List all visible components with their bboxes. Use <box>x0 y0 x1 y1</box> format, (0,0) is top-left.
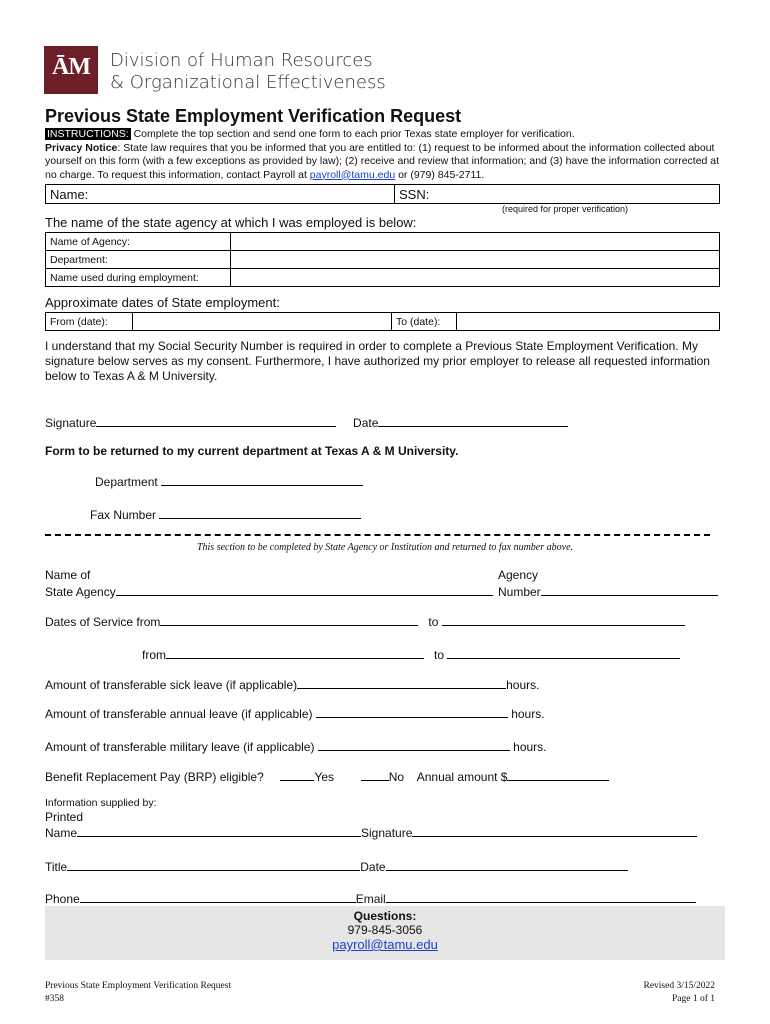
agency-table <box>45 232 720 287</box>
supplied-signature-label: Signature <box>361 826 413 840</box>
state-agency-line[interactable] <box>116 595 493 596</box>
agency-number-row <box>498 585 718 599</box>
name-used-label: Name used during employment: <box>46 269 231 287</box>
ssn-label: SSN: <box>399 186 430 202</box>
org-line-2: & Organizational Effectiveness <box>110 72 386 93</box>
brp-no-label: No <box>388 770 405 784</box>
instructions-text: Complete the top section and send one form to each prior Texas state employer for verification. <box>130 128 575 140</box>
state-agency-row <box>45 585 493 599</box>
to-label-1: to <box>428 615 439 629</box>
agency-name-label: Name of Agency: <box>46 233 231 251</box>
footer-revised: Revised 3/15/2022 <box>643 981 715 991</box>
annual-leave-row <box>45 707 545 721</box>
supplied-name-line[interactable] <box>77 836 361 837</box>
questions-phone: 979-845-3056 <box>347 923 423 937</box>
supplied-phone-label: Phone <box>45 892 80 906</box>
privacy-text: : State law requires that you be informed that you are entitled to: (1) request to be informed about the information collected about yourself on this form (with a few exceptions as provided by law); (2) receive and review that information; and (3) have the information corrected at no charge. To request this information, contact Payroll at <box>45 141 720 181</box>
privacy-label: Privacy Notice <box>45 141 118 154</box>
supplied-date-line[interactable] <box>386 870 628 871</box>
annual-hours-label: hours. <box>511 707 545 721</box>
annual-leave-line[interactable] <box>316 717 508 718</box>
name-ssn-table <box>45 184 720 204</box>
return-fax-label: Fax Number <box>90 508 157 522</box>
divider-note: This section to be completed by State Agency or Institution and returned to fax number above. <box>196 542 574 553</box>
brp-no-line[interactable] <box>361 780 389 781</box>
return-department-line[interactable] <box>161 485 363 486</box>
supplied-phone-line[interactable] <box>80 902 356 903</box>
military-leave-row <box>45 740 547 754</box>
return-department-label: Department <box>95 475 158 489</box>
instructions-tag: INSTRUCTIONS: <box>47 128 129 140</box>
signature-label: Signature <box>45 416 97 430</box>
state-agency-label: State Agency <box>45 585 116 599</box>
agency-heading: The name of the state agency at which I was employed is below: <box>45 215 417 230</box>
from-label-2: from <box>142 648 166 662</box>
sick-leave-label: Amount of transferable sick leave (if applicable) <box>45 678 298 692</box>
return-heading: Form to be returned to my current department at Texas A & M University. <box>45 444 459 458</box>
annual-leave-label: Amount of transferable annual leave (if applicable) <box>45 707 313 721</box>
footer-right <box>643 980 715 1006</box>
return-fax-line[interactable] <box>159 518 361 519</box>
agency-name-field[interactable] <box>231 233 720 251</box>
from-date-label: From (date): <box>46 313 133 331</box>
supplied-title-row <box>45 860 628 874</box>
dates-service-row-2 <box>142 648 680 662</box>
annual-amount-label: Annual amount $ <box>416 770 508 784</box>
dates-heading: Approximate dates of State employment: <box>45 295 280 310</box>
military-hours-label: hours. <box>513 740 547 754</box>
sick-hours-label: hours. <box>506 678 540 692</box>
dates-service-row <box>45 615 685 629</box>
supplied-email-label: Email <box>355 892 386 906</box>
number-label: Number <box>498 585 541 599</box>
payroll-email-link[interactable]: payroll@tamu.edu <box>309 168 396 181</box>
return-department-row <box>95 475 363 489</box>
service-to-line-1[interactable] <box>442 625 685 626</box>
consent-text: I understand that my Social Security Number is required in order to complete a Previous State Employment Verification. My signature below serves as my consent. Furthermore, I have authorized my prior employer to release all requested information below to Texas A & M University. <box>45 339 710 383</box>
department-field[interactable] <box>231 251 720 269</box>
sick-leave-row <box>45 678 539 692</box>
brp-row <box>45 770 609 784</box>
questions-box <box>45 906 725 960</box>
agency-row <box>46 251 720 269</box>
to-date-label: To (date): <box>392 313 457 331</box>
service-from-line-2[interactable] <box>166 658 424 659</box>
questions-label: Questions: <box>353 909 417 923</box>
ssn-note: (required for proper verification) <box>502 204 629 214</box>
department-label: Department: <box>46 251 231 269</box>
supplied-signature-line[interactable] <box>412 836 697 837</box>
sick-leave-line[interactable] <box>297 688 506 689</box>
brp-yes-line[interactable] <box>280 780 314 781</box>
org-line-1: Division of Human Resources <box>110 50 373 71</box>
name-label: Name: <box>50 186 89 202</box>
supplied-name-row <box>45 826 697 840</box>
printed-label: Printed <box>45 810 84 824</box>
supplied-email-line[interactable] <box>386 902 696 903</box>
supplied-title-label: Title <box>45 860 68 874</box>
agency-label: Agency <box>498 568 539 582</box>
dates-service-label: Dates of Service from <box>45 615 161 629</box>
footer-form-name: Previous State Employment Verification Request <box>45 981 232 991</box>
supplied-label: Information supplied by: <box>45 797 157 809</box>
brp-yes-label: Yes <box>314 770 335 784</box>
questions-email-link[interactable]: payroll@tamu.edu <box>332 937 438 952</box>
logo-text: ĀM <box>52 54 90 80</box>
agency-row <box>46 269 720 287</box>
footer-form-number: #358 <box>45 994 64 1004</box>
return-fax-row <box>90 508 361 522</box>
agency-row <box>46 233 720 251</box>
agency-number-line[interactable] <box>541 595 718 596</box>
annual-amount-line[interactable] <box>507 780 609 781</box>
supplied-date-label: Date <box>360 860 386 874</box>
to-label-2: to <box>434 648 445 662</box>
dates-table <box>45 312 720 331</box>
supplied-phone-row <box>45 892 696 906</box>
from-date-field[interactable] <box>133 313 392 331</box>
form-title: Previous State Employment Verification Request <box>45 106 462 126</box>
privacy-phone: or (979) 845-2711. <box>395 168 485 181</box>
employee-signature-row <box>45 416 568 430</box>
date-line[interactable] <box>378 426 568 427</box>
service-to-line-2[interactable] <box>447 658 680 659</box>
military-leave-line[interactable] <box>318 750 510 751</box>
military-leave-label: Amount of transferable military leave (if applicable) <box>45 740 315 754</box>
date-label: Date <box>353 416 379 430</box>
tamu-logo <box>44 46 98 94</box>
footer-page: Page 1 of 1 <box>671 994 715 1004</box>
name-of-label: Name of <box>45 568 91 582</box>
supplied-title-line[interactable] <box>67 870 360 871</box>
footer-left <box>45 980 231 1006</box>
signature-line[interactable] <box>96 426 336 427</box>
instructions-block <box>45 128 725 182</box>
name-used-field[interactable] <box>231 269 720 287</box>
to-date-field[interactable] <box>457 313 720 331</box>
supplied-name-label: Name <box>45 826 78 840</box>
brp-label: Benefit Replacement Pay (BRP) eligible? <box>45 770 264 784</box>
section-divider <box>45 534 710 536</box>
service-from-line-1[interactable] <box>160 625 418 626</box>
